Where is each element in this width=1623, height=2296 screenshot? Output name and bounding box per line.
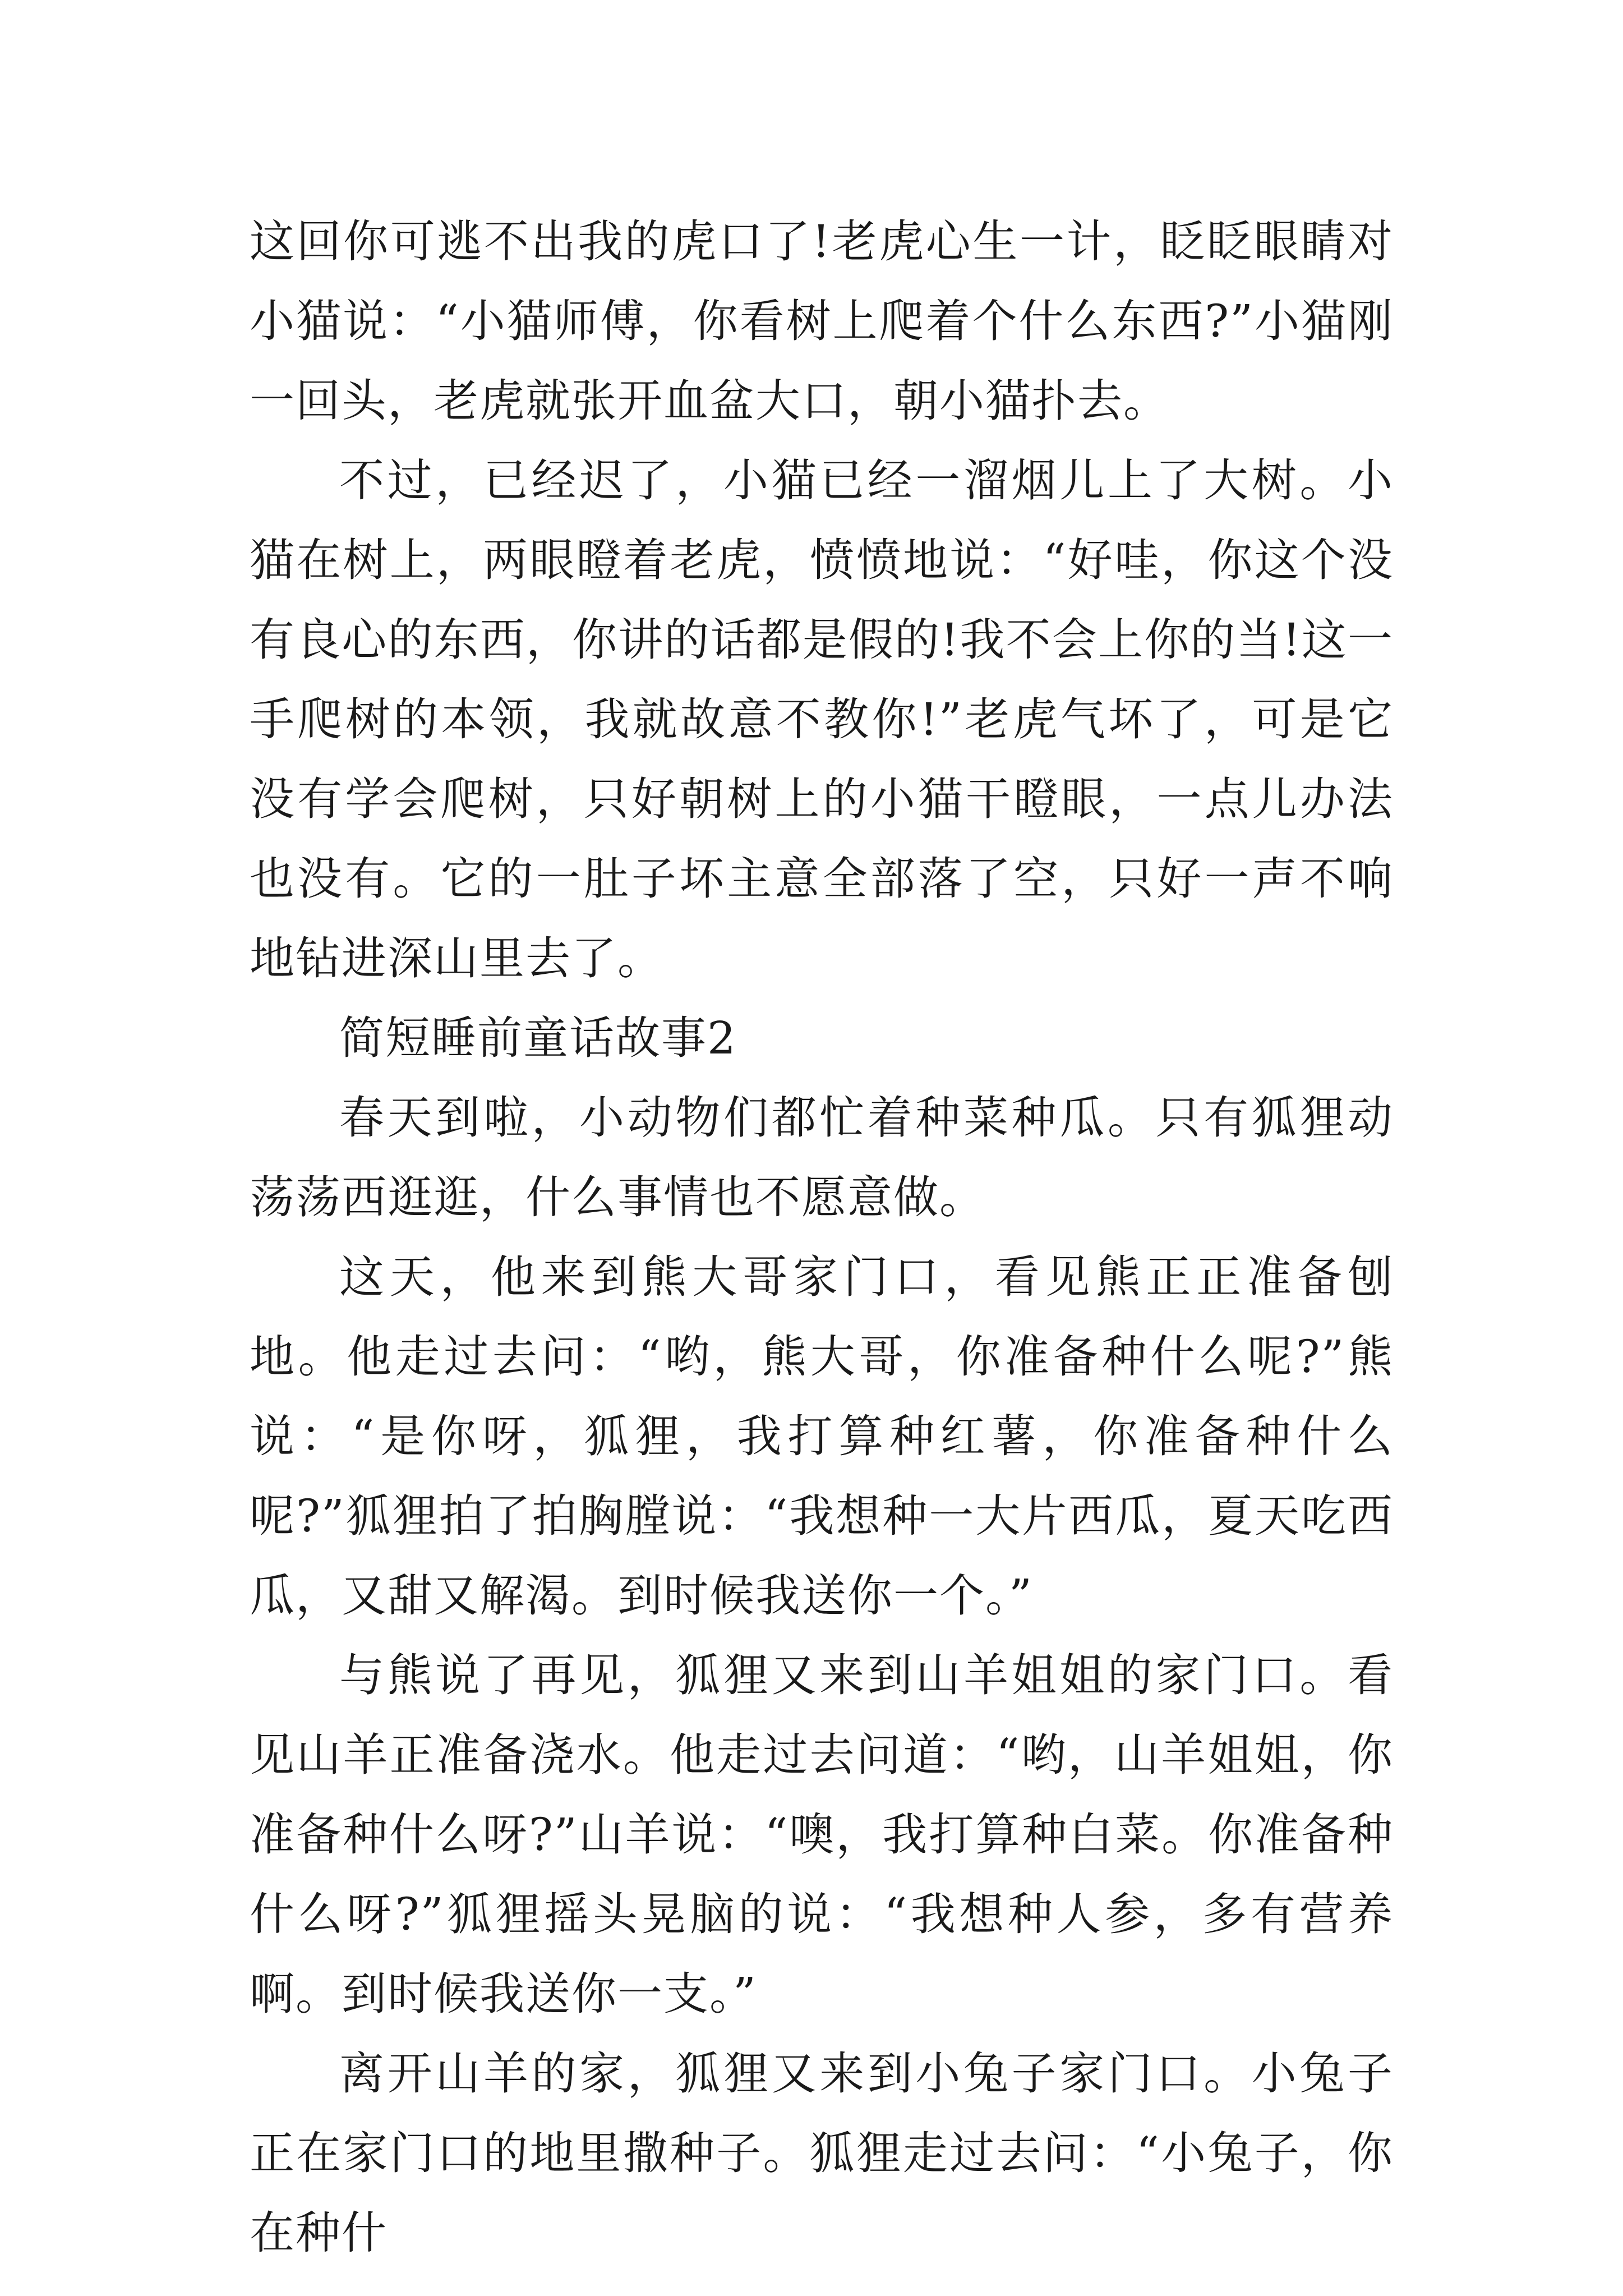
paragraph-5: 与熊说了再见，狐狸又来到山羊姐姐的家门口。看见山羊正准备浇水。他走过去问道：“哟，山羊姐姐，你准备种什么呀?”山羊说：“噢，我打算种白菜。你准备种什么呀?”狐狸摇头晃脑的说：“我想种人参，多有营养啊。到时候我送你一支。” <box>250 1649 1394 2020</box>
paragraph-1: 这回你可逃不出我的虎口了!老虎心生一计，眨眨眼睛对小猫说：“小猫师傅，你看树上爬着个什么东西?”小猫刚一回头，老虎就张开血盆大口，朝小猫扑去。 <box>250 215 1394 427</box>
section-heading: 简短睡前童话故事2 <box>339 1012 737 1064</box>
paragraph-6: 离开山羊的家，狐狸又来到小兔子家门口。小兔子正在家门口的地里撒种子。狐狸走过去问：“小兔子，你在种什 <box>250 2047 1394 2259</box>
body-text <box>250 202 1394 2273</box>
paragraph-3: 春天到啦，小动物们都忙着种菜种瓜。只有狐狸动荡荡西逛逛，什么事情也不愿意做。 <box>250 1092 1394 1223</box>
paragraph-4: 这天，他来到熊大哥家门口，看见熊正正准备刨地。他走过去问：“哟，熊大哥，你准备种什么呢?”熊说：“是你呀，狐狸，我打算种红薯，你准备种什么呢?”狐狸拍了拍胸膛说：“我想种一大片西瓜，夏天吃西瓜，又甜又解渴。到时候我送你一个。” <box>250 1251 1394 1622</box>
paragraph-2: 不过，已经迟了，小猫已经一溜烟儿上了大树。小猫在树上，两眼瞪着老虎，愤愤地说：“好哇，你这个没有良心的东西，你讲的话都是假的!我不会上你的当!这一手爬树的本领，我就故意不教你!”老虎气坏了，可是它没有学会爬树，只好朝树上的小猫干瞪眼，一点儿办法也没有。它的一肚子坏主意全部落了空，只好一声不响地钻进深山里去了。 <box>250 454 1394 984</box>
